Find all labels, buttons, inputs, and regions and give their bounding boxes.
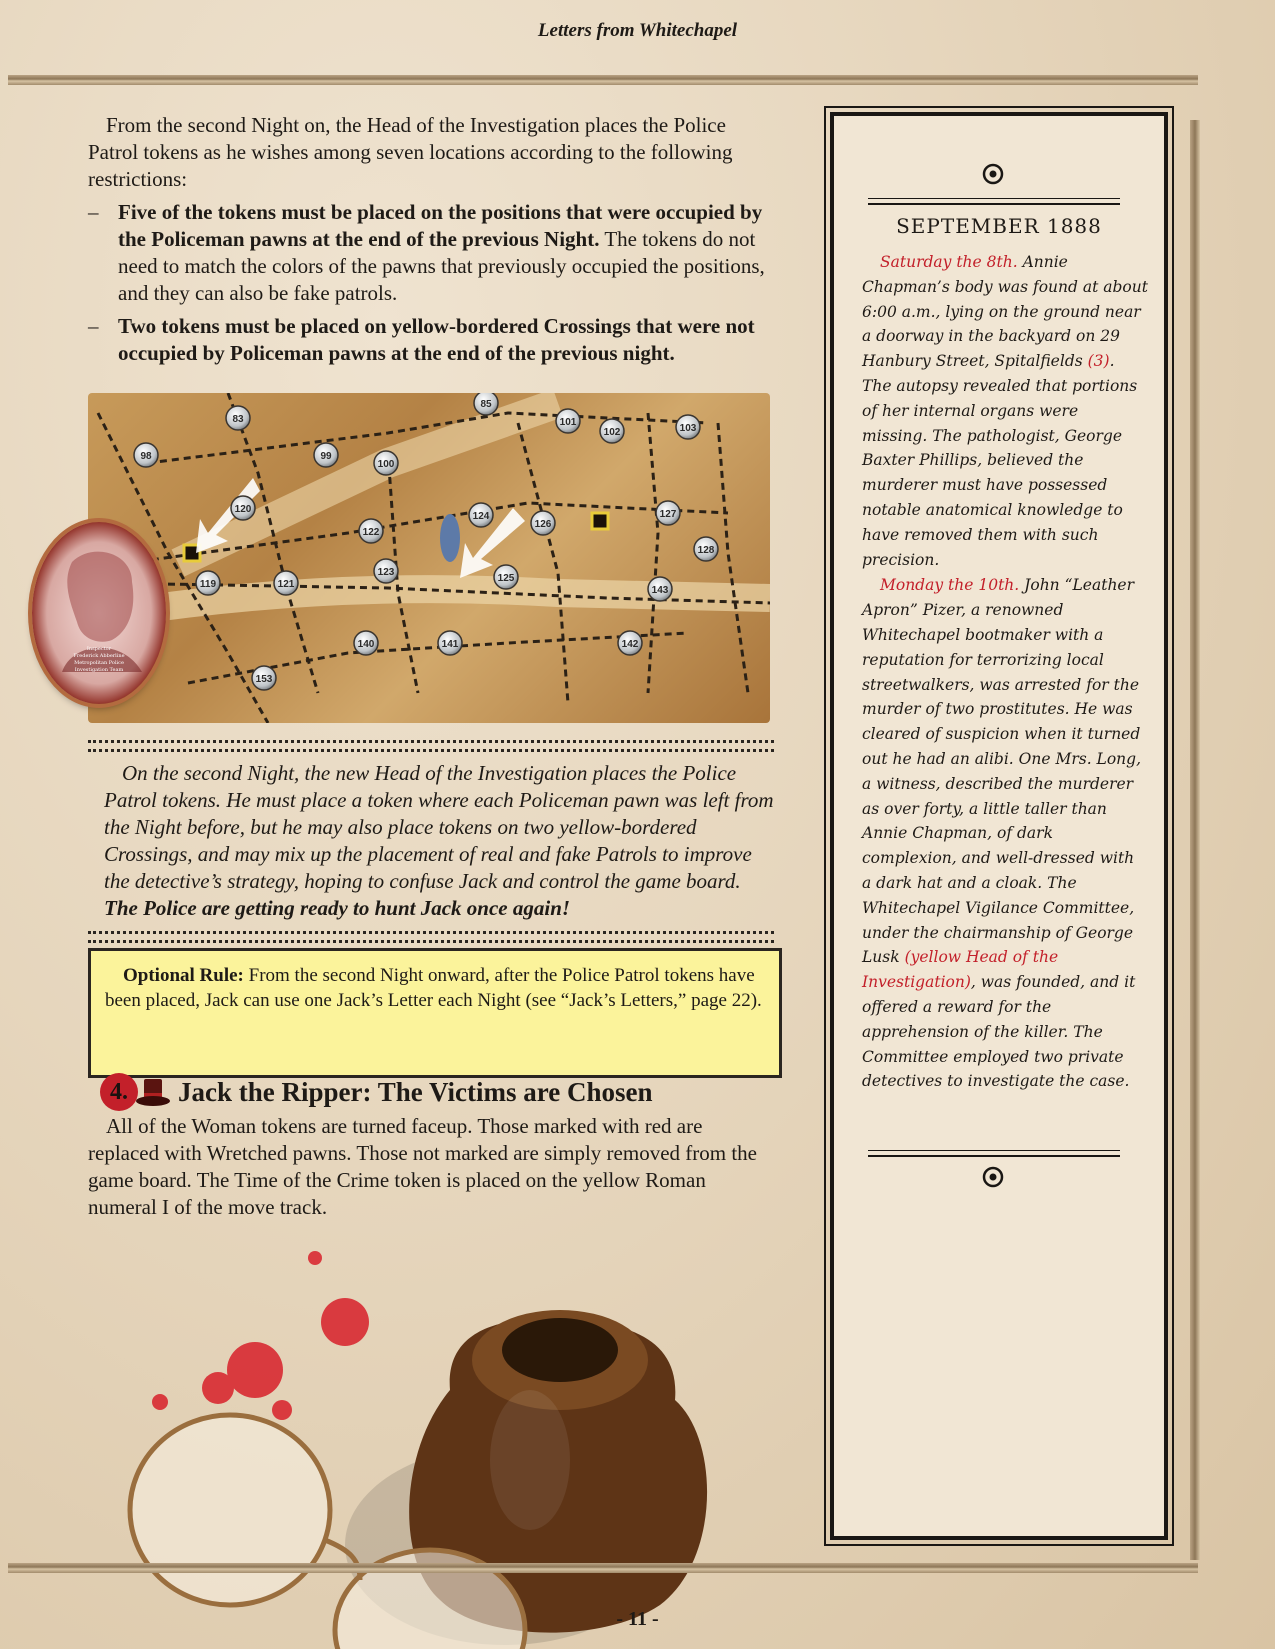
- location-number: 140: [357, 639, 375, 650]
- portrait-caption-line: Frederick Abberline: [73, 653, 125, 659]
- optional-rule-box: [88, 948, 782, 1078]
- dotted-rule: [88, 740, 774, 752]
- sidebar-rule: [868, 198, 1120, 205]
- location-number: 127: [659, 509, 677, 520]
- entry-text: John “Leather Apron” Pizer, a renowned Whitechapel bootmaker with a reputation for terrorizing local streetwalkers, was arrested for the murder of two prostitutes. He was cleared of suspicion when it turned out he had an alibi. One Mrs. Long, a witness, described the murderer as over forty, a little taller than Annie Chapman, of dark complexion, and well-dressed with a dark hat and a cloak. The Whitechapel Vigilance Committee, under the chairmanship of George Lusk: [862, 576, 1141, 967]
- restriction-bold: Five of the tokens must be placed on the positions that were occupied by the Policeman pawns at the end of the previous Night.: [118, 200, 763, 251]
- location-number: 122: [362, 527, 380, 538]
- bottom-frame-border: [8, 1563, 1198, 1573]
- optional-rule-label: Optional Rule:: [123, 965, 244, 986]
- page-header: Letters from Whitechapel: [537, 20, 738, 41]
- map-illustration: [88, 393, 770, 723]
- location-number: 98: [140, 451, 152, 462]
- restriction-text: The tokens do not need to match the colors of the pawns that previously occupied the positions, and they can also be fake patrols.: [118, 227, 765, 305]
- journal-text: [862, 250, 1148, 1095]
- restriction-item: [88, 199, 776, 307]
- side-frame-border: [1190, 120, 1200, 1560]
- location-number: 128: [697, 545, 715, 556]
- location-number: 143: [651, 585, 669, 596]
- ornament-icon: [982, 163, 1004, 185]
- intro-paragraph: From the second Night on, the Head of the Investigation places the Police Patrol tokens as he wishes among seven locations according to the following restrictions:: [88, 113, 733, 191]
- section-title: Jack the Ripper: The Victims are Chosen: [178, 1076, 653, 1107]
- entry-text: . The autopsy revealed that portions of her internal organs were missing. The pathologist, George Baxter Phillips, believed the murderer must have possessed notable anatomical knowledge to have removed them with such precision.: [862, 352, 1138, 569]
- location-number: 101: [559, 417, 577, 428]
- portrait-caption-line: Inspector: [86, 646, 112, 652]
- top-frame-border: [8, 75, 1198, 85]
- sidebar-rule: [868, 1150, 1120, 1157]
- inkwell-and-spectacles-illustration: [60, 1210, 780, 1649]
- main-column: [88, 112, 776, 373]
- section-heading: [100, 1072, 780, 1112]
- section-paragraph: All of the Woman tokens are turned faceup. Those marked with red are replaced with Wretched pawns. Those not marked are simply removed from the game board. The Time of the Crime token is placed on the yellow Roman numeral I of the move track.: [88, 1114, 757, 1219]
- policeman-pawn-icon: [440, 514, 460, 562]
- entry-reference: (yellow Head of the Investigation): [862, 948, 1059, 992]
- location-number: 153: [255, 674, 273, 685]
- patrol-token-icon: [592, 513, 608, 529]
- entry-date: Monday the 10th.: [880, 576, 1020, 595]
- entry-text: Annie Chapman’s body was found at about 6:00 a.m., lying on the ground near a doorway in the backyard on 29 Hanbury Street, Spitalfields: [862, 253, 1148, 371]
- restrictions-list: [88, 199, 776, 367]
- page-number: - 11 -: [616, 1608, 659, 1630]
- portrait-illustration: [32, 522, 166, 704]
- game-board-map: [88, 393, 770, 723]
- restriction-bold: Two tokens must be placed on yellow-bordered Crossings that were not occupied by Policeman pawns at the end of the previous night.: [118, 314, 755, 365]
- entry-reference: (3): [1087, 352, 1110, 371]
- blood-splatter-icon: [152, 1251, 369, 1420]
- location-number: 124: [472, 511, 490, 522]
- section-number: 4.: [100, 1073, 138, 1111]
- example-paragraph: [104, 760, 774, 922]
- location-number: 121: [277, 579, 295, 590]
- location-number: 120: [234, 504, 252, 515]
- location-number: 119: [199, 579, 217, 590]
- location-number: 99: [320, 451, 332, 462]
- sidebar-title: SEPTEMBER 1888: [896, 214, 1102, 238]
- optional-rule-text: From the second Night onward, after the Police Patrol tokens have been placed, Jack can use one Jack’s Letter each Night (see “Jack’s Letters,” page 22).: [105, 965, 762, 1011]
- portrait-caption-line: Investigation Team: [74, 667, 124, 673]
- example-text: On the second Night, the new Head of the Investigation places the Police Patrol tokens. He must place a token where each Policeman pawn was left from the Night before, but he may also place tokens on two yellow-bordered Crossings, and may mix up the placement of real and fake Patrols to improve the detective’s strategy, hoping to confuse Jack and control the game board.: [104, 761, 774, 893]
- top-hat-icon: [134, 1075, 172, 1109]
- location-number: 126: [534, 519, 552, 530]
- location-number: 142: [621, 639, 639, 650]
- location-number: 123: [377, 567, 395, 578]
- section-text-block: [88, 1113, 776, 1221]
- location-number: 100: [377, 459, 395, 470]
- history-sidebar: [830, 112, 1168, 1540]
- location-number: 85: [480, 399, 492, 410]
- ornament-icon: [982, 1166, 1004, 1188]
- entry-date: Saturday the 8th.: [880, 253, 1018, 271]
- location-number: 141: [441, 639, 459, 650]
- location-number: 102: [603, 427, 621, 438]
- journal-entry: [862, 250, 1148, 572]
- restriction-item: [88, 313, 776, 367]
- location-number: 103: [679, 423, 697, 434]
- inspector-portrait: [32, 522, 166, 704]
- location-number: 83: [232, 414, 244, 425]
- portrait-caption-line: Metropolitan Police: [74, 660, 124, 666]
- restriction-dash: –: [88, 314, 99, 338]
- entry-text: , was founded, and it offered a reward for the apprehension of the killer. The Committee employed two private detectives to investigate the case.: [862, 973, 1136, 1091]
- dotted-rule: [88, 931, 774, 943]
- location-number: 125: [497, 573, 515, 584]
- restriction-dash: –: [88, 200, 99, 224]
- example-bold: The Police are getting ready to hunt Jack once again!: [104, 896, 571, 920]
- journal-entry: [862, 573, 1148, 1094]
